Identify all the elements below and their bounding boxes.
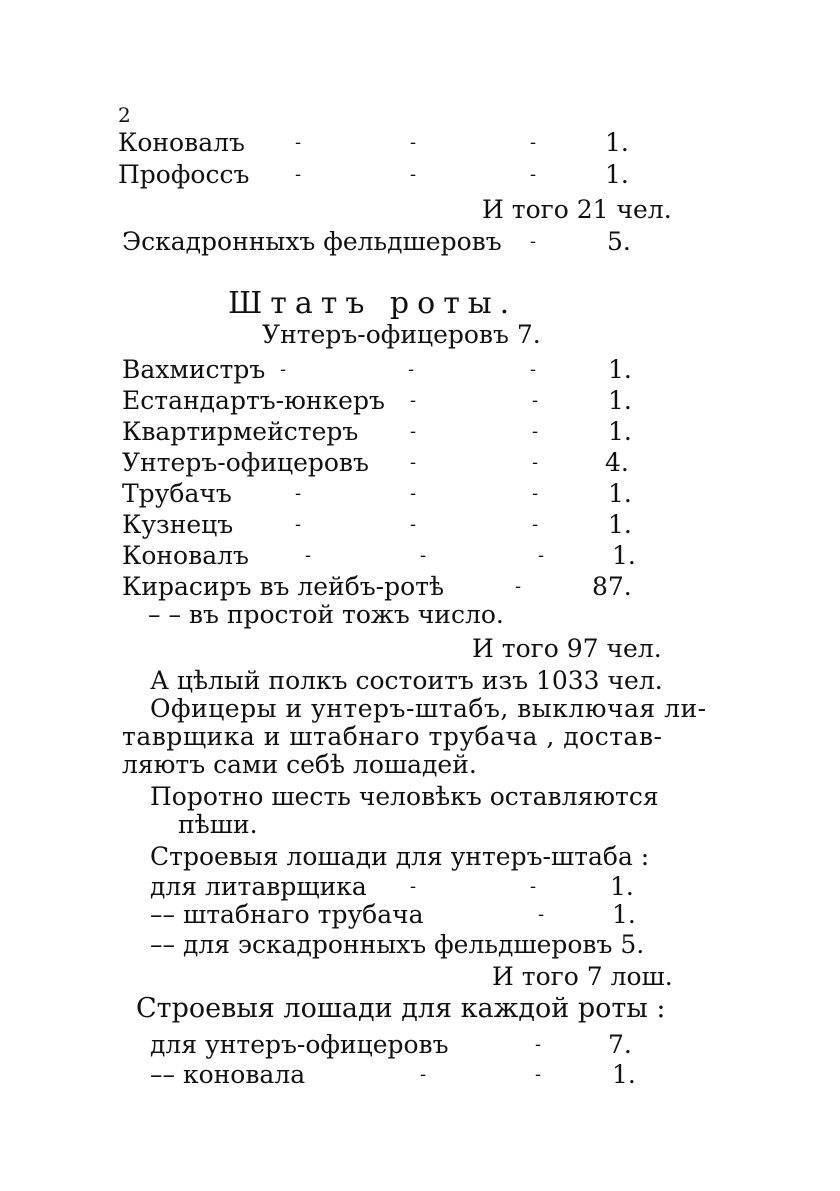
dash-separator: - <box>410 514 417 535</box>
paragraph-line: таврщика и штабнаго трубача , достав- <box>122 722 663 751</box>
dash-separator: - <box>515 576 522 597</box>
dash-separator: - <box>408 359 415 380</box>
dash-separator: - <box>532 421 539 442</box>
regiment-total: А цѣлый полкъ состоитъ изъ 1033 чел. <box>150 666 663 695</box>
list-item-label: Унтеръ-офицеровъ <box>122 448 369 477</box>
paragraph-line: Офицеры и унтеръ-штабъ, выключая ли- <box>150 694 707 723</box>
list-item-label: Естандартъ-юнкеръ <box>122 386 385 415</box>
section-heading: Строевыя лошади для каждой роты : <box>136 993 666 1024</box>
dash-separator: - <box>530 132 537 153</box>
list-item-label: Вахмистръ <box>122 355 266 384</box>
list-item-value: 1. <box>610 872 634 901</box>
list-item-label: Коновалъ <box>122 541 249 570</box>
list-item-value: 87. <box>592 572 632 601</box>
list-item-value: 1. <box>608 417 632 446</box>
dash-separator: - <box>530 164 537 185</box>
paragraph-line: Поротно шесть человѣкъ оставляются <box>150 782 659 811</box>
list-item-label: Кузнецъ <box>122 510 234 539</box>
dash-separator: - <box>280 359 287 380</box>
dash-separator: - <box>295 132 302 153</box>
list-item-value: 1. <box>612 1060 636 1089</box>
dash-separator: - <box>532 514 539 535</box>
subtotal: И того 97 чел. <box>472 634 662 663</box>
dash-separator: - <box>538 904 545 925</box>
section-heading: Строевыя лошади для унтеръ-штаба : <box>150 842 650 871</box>
list-item-label: Кирасиръ въ лейбъ-ротѣ <box>122 572 445 601</box>
list-item-value: 1. <box>608 479 632 508</box>
dash-separator: - <box>538 545 545 566</box>
dash-separator: - <box>420 545 427 566</box>
list-item-label: Эскадронныхъ фельдшеровъ <box>122 227 502 256</box>
list-item-value: 7. <box>608 1030 632 1059</box>
list-item-value: 1. <box>605 160 629 189</box>
dash-separator: - <box>410 390 417 411</box>
list-item-label: Коновалъ <box>118 128 245 157</box>
dash-separator: - <box>295 483 302 504</box>
list-item-label: –– коновала <box>150 1060 306 1089</box>
dash-separator: - <box>410 132 417 153</box>
list-item-value: 1. <box>612 541 636 570</box>
list-item-label: Квартирмейстеръ <box>122 417 359 446</box>
dash-separator: - <box>535 1064 542 1085</box>
dash-separator: - <box>532 390 539 411</box>
section-title: Штатъ роты. <box>228 286 518 321</box>
dash-separator: - <box>410 164 417 185</box>
dash-separator: - <box>530 876 537 897</box>
list-item-label: Трубачъ <box>122 479 232 508</box>
list-item-value: 1. <box>608 510 632 539</box>
list-item-value: 1. <box>612 900 636 929</box>
dash-separator: - <box>305 545 312 566</box>
subtotal: И того 21 чел. <box>482 195 672 224</box>
dash-separator: - <box>410 483 417 504</box>
list-item-value: 1. <box>608 386 632 415</box>
dash-separator: - <box>410 876 417 897</box>
list-item-label: –– для эскадронныхъ фельдшеровъ 5. <box>150 930 645 959</box>
list-item-label: –– штабнаго трубача <box>150 900 424 929</box>
list-item-value: 1. <box>605 128 629 157</box>
page-number: 2 <box>118 103 131 127</box>
list-item-value: 1. <box>608 355 632 384</box>
dash-separator: - <box>535 1034 542 1055</box>
dash-separator: - <box>410 452 417 473</box>
dash-separator: - <box>295 514 302 535</box>
dash-separator: - <box>295 164 302 185</box>
list-item-value: 5. <box>607 227 631 256</box>
dash-separator: - <box>530 359 537 380</box>
dash-separator: - <box>530 231 537 252</box>
section-subtitle: Унтеръ-офицеровъ 7. <box>262 320 541 349</box>
dash-separator: - <box>410 421 417 442</box>
list-item-label: для литаврщика <box>150 872 367 901</box>
list-note: – – въ простой тожъ число. <box>148 600 504 629</box>
dash-separator: - <box>532 452 539 473</box>
paragraph-line: пѣши. <box>178 810 258 839</box>
dash-separator: - <box>532 483 539 504</box>
list-item-value: 4. <box>605 448 629 477</box>
paragraph-line: ляютъ сами себѣ лошадей. <box>122 750 477 779</box>
list-item-label: Профоссъ <box>118 160 250 189</box>
dash-separator: - <box>420 1064 427 1085</box>
subtotal: И того 7 лош. <box>492 962 673 991</box>
list-item-label: для унтеръ-офицеровъ <box>150 1030 449 1059</box>
